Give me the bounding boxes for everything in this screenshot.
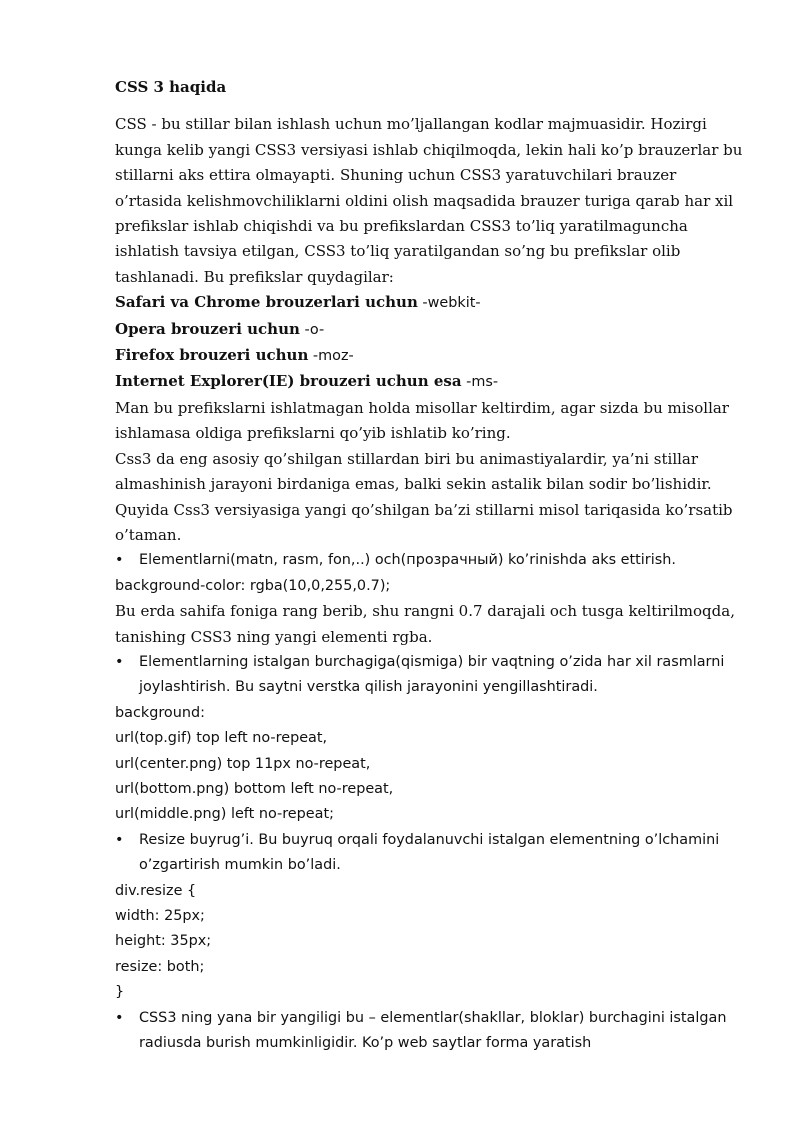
prefix-line-safari-chrome xyxy=(115,290,745,316)
prefix-line-firefox xyxy=(115,343,745,369)
code-line: url(middle.png) left no-repeat; xyxy=(115,806,334,823)
prefix-value: -o- xyxy=(299,321,325,338)
paragraph-rgba: Bu erda sahifa foniga rang berib, shu rangni 0.7 darajali och tusga keltirilmoqda, tanishing CSS3 ning yangi elementi rgba. xyxy=(115,602,735,646)
code-line: url(center.png) top 11px no-repeat, xyxy=(115,755,371,772)
bullet-item-multiple-backgrounds: • Elementlarning istalgan burchagiga(qismiga) bir vaqtning o’zida har xil rasmlarni joylashtirish. Bu saytni verstka qilish jarayonini yengillashtiradi. xyxy=(115,650,745,701)
prefix-label: Opera brouzeri uchun xyxy=(115,319,300,338)
paragraph-animations: Css3 da eng asosiy qo’shilgan stillardan biri bu animastiyalardir, ya’ni stillar almashinish jarayoni birdaniga emas, balki sekin astalik bilan sodir bo’lishidir. Quyida Css3 versiyasiga yangi qo’shilgan ba’zi stillarni misol tariqasida ko’rsatib o’taman. xyxy=(115,449,733,544)
prefix-value: -moz- xyxy=(308,348,354,365)
code-block-resize xyxy=(115,879,745,1006)
prefix-value: -ms- xyxy=(461,374,499,391)
prefix-line-ie xyxy=(115,369,745,395)
prefix-label: Safari va Chrome brouzerlari uchun xyxy=(115,293,418,312)
paragraph-prefix-note: Man bu prefikslarni ishlatmagan holda misollar keltirdim, agar sizda bu misollar ishlamasa oldiga prefikslarni qo’yib ishlatib ko’ring. xyxy=(115,398,729,443)
code-line: div.resize { xyxy=(115,882,197,899)
document-page xyxy=(115,75,745,1056)
code-line: resize: both; xyxy=(115,958,205,975)
prefix-value: -webkit- xyxy=(417,295,481,312)
code-block-background xyxy=(115,701,745,828)
code-line: background: xyxy=(115,704,205,721)
code-line: } xyxy=(115,984,125,1001)
prefix-label: Internet Explorer(IE) brouzeri uchun esa xyxy=(115,372,462,391)
bullet-item-border-radius: • CSS3 ning yana bir yangiligi bu – elementlar(shakllar, bloklar) burchagini istalgan radiusda burish mumkinligidir. Ko’p web saytlar forma yaratish xyxy=(115,1006,745,1057)
code-line: height: 35px; xyxy=(115,933,212,950)
document-title: CSS 3 haqida xyxy=(115,78,227,96)
code-line: url(bottom.png) bottom left no-repeat, xyxy=(115,780,394,797)
bullet-item-opacity: • Elementlarni(matn, rasm, fon,..) och(прозрачный) ko’rinishda aks ettirish. xyxy=(115,548,745,573)
code-line: width: 25px; xyxy=(115,908,205,924)
prefix-line-opera xyxy=(115,317,745,343)
bullet-item-resize: • Resize buyrug’i. Bu buyruq orqali foydalanuvchi istalgan elementning o’lchamini o’zgartirish mumkin bo’ladi. xyxy=(115,828,745,879)
prefix-label: Firefox brouzeri uchun xyxy=(115,346,309,365)
code-line: url(top.gif) top left no-repeat, xyxy=(115,730,328,747)
intro-paragraph: CSS - bu stillar bilan ishlash uchun mo’ljallangan kodlar majmuasidir. Hozirgi kunga kelib yangi CSS3 versiyasi ishlab chiqilmoqda, lekin hali ko’p brauzerlar bu stillarni aks ettira olmayapti. Shuning uchun CSS3 yaratuvchilari brauzer o’rtasida kelishmovchiliklarni oldini olish maqsadida brauzer turiga qarab har xil prefikslar ishlab chiqishdi va bu prefikslardan CSS3 to’liq yaratilmaguncha ishlatish tavsiya etilgan, CSS3 to’liq yaratilgandan so’ng bu prefikslar olib tashlanadi. Bu prefikslar quydagilar: xyxy=(115,115,743,286)
code-line-rgba: background-color: rgba(10,0,255,0.7); xyxy=(115,577,391,594)
